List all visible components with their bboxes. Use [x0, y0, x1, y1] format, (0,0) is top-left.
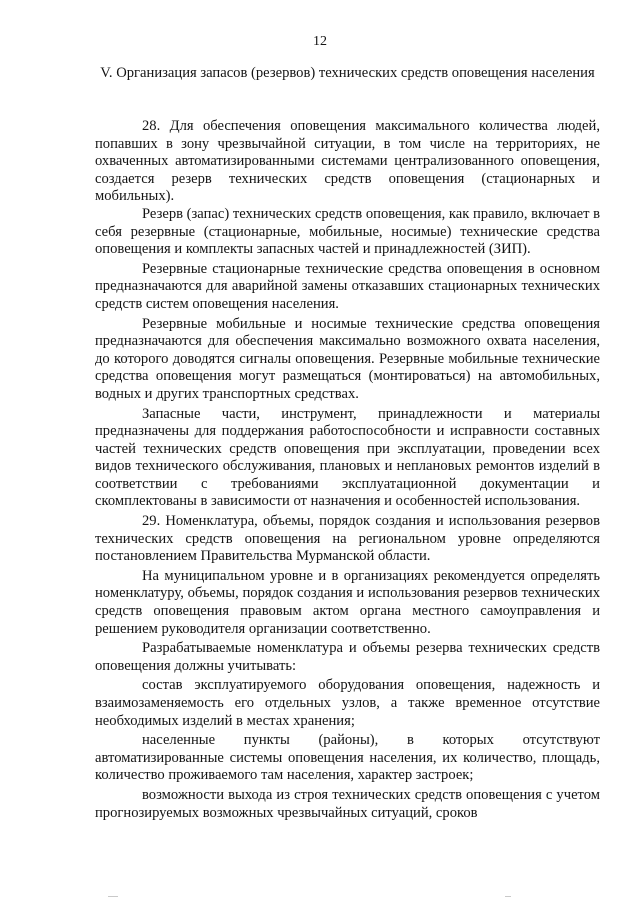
paragraph: возможности выхода из строя технических средств оповещения с учетом прогнозируемых возможных чрезвычайных ситуаций, сроков — [95, 786, 600, 821]
paragraph: населенные пункты (районы), в которых отсутствуют автоматизированные системы оповещения населения, их количество, площадь, количество проживаемого там населения, характер застроек; — [95, 732, 600, 784]
paragraph: На муниципальном уровне и в организациях рекомендуется определять номенклатуру, объемы, порядок создания и использования резервов технических средств оповещения правовым актом органа местного самоуправления и решением руководителя организации соответственно. — [95, 567, 600, 637]
paragraph: Резервные мобильные и носимые технические средства оповещения предназначаются для обеспечения максимально возможного охвата населения, до которого доводятся сигналы оповещения. Резервные мобильные технические средства оповещения могут размещаться (монтироваться) на автомобильных, водных и других транспортных средствах. — [95, 315, 600, 402]
paragraph: Разрабатываемые номенклатура и объемы резерва технических средств оповещения должны учитывать: — [95, 640, 600, 674]
paragraph: 29. Номенклатура, объемы, порядок создания и использования резервов технических средств оповещения на региональном уровне определяются постановлением Правительства Мурманской области. — [95, 513, 600, 565]
scan-artifact — [108, 896, 118, 897]
paragraph: Резерв (запас) технических средств оповещения, как правило, включает в себя резервные (стационарные, мобильные, носимые) технические средства оповещения и комплекты запасных частей и принадлежностей (ЗИП). — [95, 205, 600, 258]
paragraph: 28. Для обеспечения оповещения максимального количества людей, попавших в зону чрезвычайной ситуации, в том числе на территориях, не охваченных автоматизированными системами централизованного оповещения, создается резерв технических средств оповещения (стационарных и мобильных). — [95, 118, 600, 205]
section-title: V. Организация запасов (резервов) технических средств оповещения населения — [100, 65, 595, 81]
scan-artifact — [505, 896, 511, 897]
paragraph: Запасные части, инструмент, принадлежности и материалы предназначены для поддержания работоспособности и исправности составных частей технических средств оповещения при эксплуатации, проведении всех видов технического обслуживания, плановых и неплановых ремонтов изделий в соответствии с требованиями эксплуатационной документации и скомплектованы в зависимости от назначения и особенностей использования. — [95, 405, 600, 510]
paragraph: состав эксплуатируемого оборудования оповещения, надежность и взаимозаменяемость его отдельных узлов, а также временное отсутствие необходимых изделий в местах хранения; — [95, 677, 600, 729]
page-number: 12 — [313, 34, 327, 49]
paragraph: Резервные стационарные технические средства оповещения в основном предназначаются для аварийной замены отказавших стационарных технических средств систем оповещения населения. — [95, 260, 600, 312]
document-body — [95, 118, 600, 822]
